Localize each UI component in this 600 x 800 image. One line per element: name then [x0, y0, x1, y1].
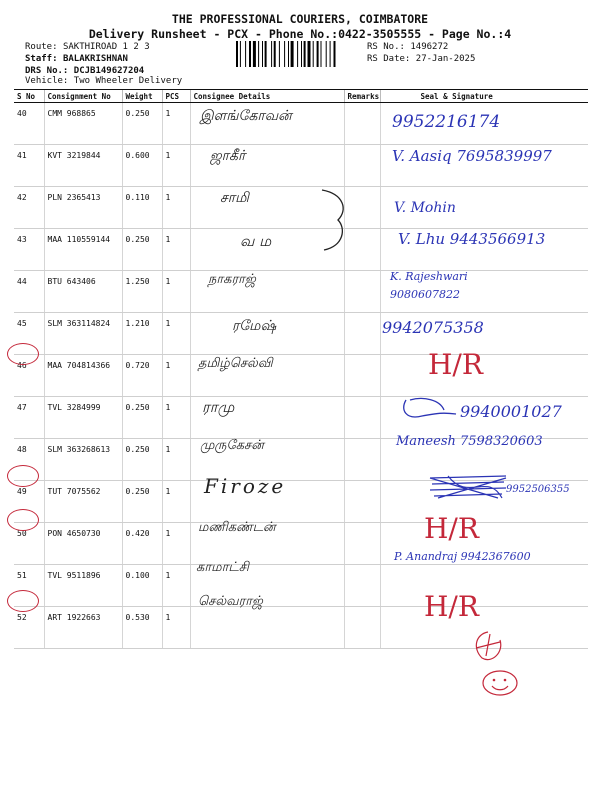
- cell-sno: 50: [14, 523, 44, 565]
- signature-entry: V. Aasiq 7695839997: [392, 147, 552, 165]
- signature-entry: V. Mohin: [394, 200, 456, 216]
- cell-consignment-no: SLM 363114824: [44, 313, 122, 355]
- signature-scribble: [400, 394, 460, 424]
- handwritten-consignee: வ ம: [240, 232, 272, 250]
- handwritten-consignee: ஜாகீர்: [210, 148, 246, 164]
- header-sno: S No: [14, 90, 44, 103]
- handwritten-consignee: காமாட்சி: [196, 560, 249, 575]
- cell-sno: 47: [14, 397, 44, 439]
- header-weight: Weight: [122, 90, 162, 103]
- cell-remarks: [344, 271, 380, 313]
- cell-consignee-details: [190, 607, 344, 649]
- table-row: [14, 355, 588, 397]
- signature-entry: Maneesh 7598320603: [396, 434, 543, 449]
- handwritten-consignee: ரமேஷ்: [232, 318, 277, 334]
- staff-value: BALAKRISHNAN: [62, 54, 128, 64]
- cell-pcs: 1: [162, 565, 190, 607]
- route-value: SAKTHIROAD 1 2 3: [62, 42, 150, 52]
- route-label: Route:: [25, 42, 58, 52]
- drs-label: DRS No.:: [25, 66, 69, 76]
- route-line: [25, 42, 150, 52]
- red-smiley-mark: [480, 668, 520, 698]
- cell-consignment-no: MAA 704814366: [44, 355, 122, 397]
- drs-value: DCJB149627204: [73, 66, 145, 76]
- rs-no-value: 1496272: [410, 42, 449, 52]
- cell-sno: 40: [14, 103, 44, 145]
- cell-consignment-no: PON 4650730: [44, 523, 122, 565]
- cell-pcs: 1: [162, 145, 190, 187]
- red-circle-mark: [7, 509, 39, 531]
- cell-pcs: 1: [162, 481, 190, 523]
- cell-sno: 48: [14, 439, 44, 481]
- rs-no-line: [367, 42, 448, 52]
- cell-remarks: [344, 607, 380, 649]
- cell-sno: 43: [14, 229, 44, 271]
- table-row: [14, 187, 588, 229]
- vehicle-value: Two Wheeler Delivery: [73, 76, 183, 86]
- staff-line: [25, 54, 128, 64]
- header-consignee: Consignee Details: [190, 90, 344, 103]
- signature-entry: 9940001027: [460, 402, 562, 421]
- cell-consignment-no: SLM 363268613: [44, 439, 122, 481]
- cell-remarks: [344, 523, 380, 565]
- handwritten-consignee: Firoze: [204, 474, 287, 498]
- header-signature: Seal & Signature: [380, 90, 588, 103]
- red-circle-mark: [7, 343, 39, 365]
- cell-sno: 41: [14, 145, 44, 187]
- signature-entry: 9942075358: [382, 318, 484, 337]
- cell-sno: 51: [14, 565, 44, 607]
- table-header-row: [14, 90, 588, 103]
- cell-weight: 1.250: [122, 271, 162, 313]
- cell-remarks: [344, 103, 380, 145]
- drs-line: [25, 66, 144, 76]
- handwritten-consignee: முருகேசன்: [200, 438, 264, 453]
- cell-sno: 45: [14, 313, 44, 355]
- signature-entry: K. Rajeshwari 9080607822: [390, 270, 468, 301]
- cell-weight: 0.110: [122, 187, 162, 229]
- cell-weight: 0.420: [122, 523, 162, 565]
- cell-weight: 0.250: [122, 229, 162, 271]
- cell-pcs: 1: [162, 397, 190, 439]
- cell-pcs: 1: [162, 439, 190, 481]
- cell-remarks: [344, 565, 380, 607]
- cell-remarks: [344, 397, 380, 439]
- cell-consignment-no: KVT 3219844: [44, 145, 122, 187]
- cell-sno: 49: [14, 481, 44, 523]
- signature-entry: H/R: [428, 348, 483, 381]
- cell-weight: 0.250: [122, 103, 162, 145]
- table-row: [14, 103, 588, 145]
- cell-sno: 52: [14, 607, 44, 649]
- cell-consignment-no: TUT 7075562: [44, 481, 122, 523]
- cell-consignment-no: TVL 3284999: [44, 397, 122, 439]
- cell-pcs: 1: [162, 607, 190, 649]
- vehicle-label: Vehicle:: [25, 76, 69, 86]
- cell-consignment-no: MAA 110559144: [44, 229, 122, 271]
- cell-consignment-no: PLN 2365413: [44, 187, 122, 229]
- header-remarks: Remarks: [344, 90, 380, 103]
- cell-consignment-no: TVL 9511896: [44, 565, 122, 607]
- runsheet-subtitle: Delivery Runsheet - PCX - Phone No.:0422-3505555 - Page No.:4: [88, 27, 512, 41]
- cell-remarks: [344, 145, 380, 187]
- cell-pcs: 1: [162, 523, 190, 565]
- signature-entry: V. Lhu 9443566913: [398, 230, 546, 248]
- cell-consignment-no: ART 1922663: [44, 607, 122, 649]
- cell-pcs: 1: [162, 229, 190, 271]
- signature-entry: 9952506355: [506, 484, 570, 495]
- cell-consignment-no: CMM 968865: [44, 103, 122, 145]
- cell-sno: 44: [14, 271, 44, 313]
- scribbled-out-signature: [428, 472, 508, 502]
- cell-sno: 42: [14, 187, 44, 229]
- rs-date-value: 27-Jan-2025: [415, 54, 476, 64]
- cell-weight: 0.530: [122, 607, 162, 649]
- red-circle-mark: [7, 590, 39, 612]
- red-tick-mark: [470, 628, 506, 664]
- cell-weight: 0.100: [122, 565, 162, 607]
- handwritten-consignee: ராமு: [202, 398, 235, 416]
- cell-remarks: [344, 481, 380, 523]
- cell-weight: 0.250: [122, 397, 162, 439]
- cell-consignment-no: BTU 643406: [44, 271, 122, 313]
- cell-remarks: [344, 439, 380, 481]
- cell-weight: 0.600: [122, 145, 162, 187]
- handwritten-consignee: இளங்கோவன்: [200, 108, 292, 124]
- signature-entry: H/R: [424, 590, 479, 623]
- handwritten-consignee: தமிழ்செல்வி: [198, 356, 273, 371]
- cell-weight: 0.250: [122, 439, 162, 481]
- signature-entry: 9952216174: [392, 112, 501, 132]
- barcode-image: [236, 41, 358, 67]
- cell-seal-signature: [380, 355, 588, 397]
- handwritten-consignee: நாகராஜ்: [208, 272, 256, 287]
- signature-entry: H/R: [424, 512, 479, 545]
- rs-date-label: RS Date:: [367, 54, 411, 64]
- table-row: [14, 565, 588, 607]
- header-consignment: Consignment No: [44, 90, 122, 103]
- cell-pcs: 1: [162, 271, 190, 313]
- rs-date-line: [367, 54, 475, 64]
- vehicle-line: [25, 76, 182, 86]
- cell-pcs: 1: [162, 187, 190, 229]
- company-title: THE PROFESSIONAL COURIERS, COIMBATORE: [171, 12, 429, 26]
- header-pcs: PCS: [162, 90, 190, 103]
- handwritten-consignee: செல்வராஜ்: [198, 594, 263, 609]
- cell-weight: 0.720: [122, 355, 162, 397]
- rs-no-label: RS No.:: [367, 42, 405, 52]
- bracket-mark: [318, 186, 354, 254]
- cell-sno: 46: [14, 355, 44, 397]
- cell-weight: 0.250: [122, 481, 162, 523]
- handwritten-consignee: சாமி: [220, 190, 249, 206]
- signature-entry: P. Anandraj 9942367600: [394, 550, 531, 563]
- cell-weight: 1.210: [122, 313, 162, 355]
- cell-pcs: 1: [162, 103, 190, 145]
- cell-pcs: 1: [162, 355, 190, 397]
- table-row: [14, 313, 588, 355]
- handwritten-consignee: மணிகண்டன்: [198, 520, 276, 535]
- cell-seal-signature: [380, 565, 588, 607]
- cell-pcs: 1: [162, 313, 190, 355]
- cell-remarks: [344, 355, 380, 397]
- staff-label: Staff:: [25, 54, 58, 64]
- cell-remarks: [344, 313, 380, 355]
- red-circle-mark: [7, 465, 39, 487]
